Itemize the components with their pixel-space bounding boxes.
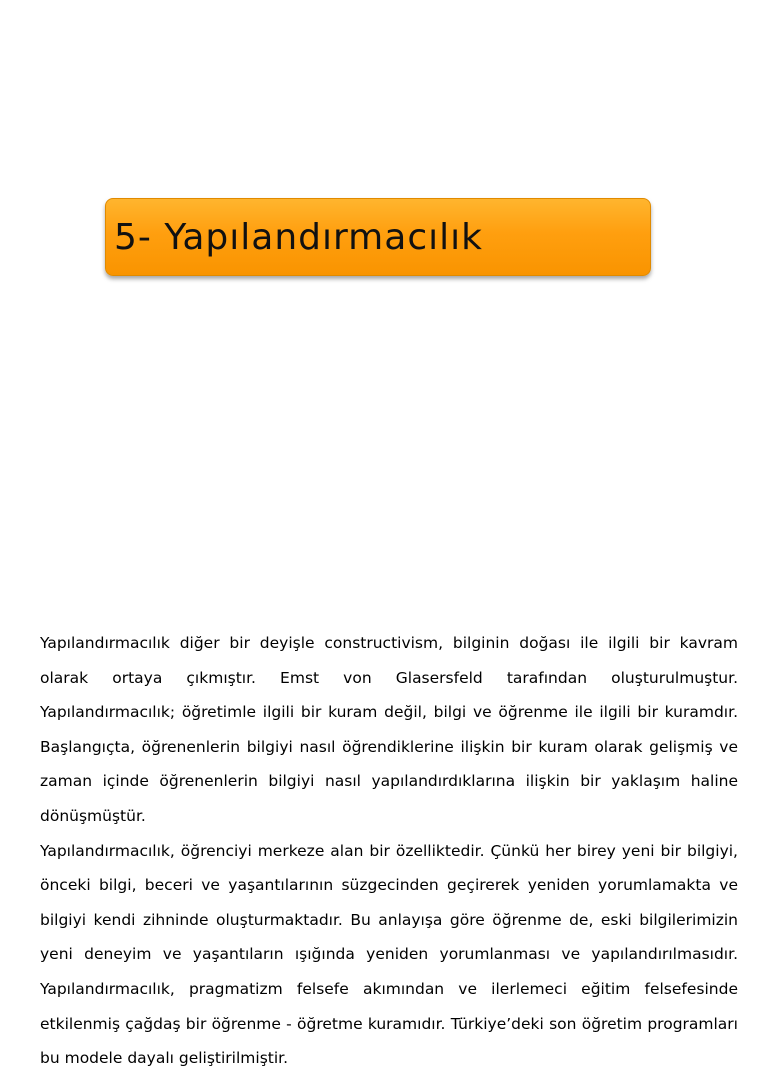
paragraph-1: Yapılandırmacılık diğer bir deyişle constructivism, bilginin doğası ile ilgili bir kavram olarak ortaya çıkmıştır. Emst von Glasersfeld tarafından oluşturulmuştur. Yapılandırmacılık; öğretimle ilgili bir kuram değil, bilgi ve öğrenme ile ilgili bir kuramdır. Başlangıçta, öğrenenlerin bilgiyi nasıl öğrendiklerine ilişkin bir kuram olarak gelişmiş ve zaman içinde öğrenenlerin bilgiyi nasıl yapılandırdıklarına ilişkin bir yaklaşım haline dönüşmüştür. (40, 634, 738, 825)
body-text (40, 626, 738, 1076)
section-title: 5- Yapılandırmacılık (114, 216, 483, 258)
title-banner (105, 198, 651, 276)
paragraph-2: Yapılandırmacılık, öğrenciyi merkeze alan bir özelliktedir. Çünkü her birey yeni bir bilgiyi, önceki bilgi, beceri ve yaşantılarının süzgecinden geçirerek yeniden yorumlamakta ve bilgiyi kendi zihninde oluşturmaktadır. Bu anlayışa göre öğrenme de, eski bilgilerimizin yeni deneyim ve yaşantıların ışığında yeniden yorumlanması ve yapılandırılmasıdır. Yapılandırmacılık, pragmatizm felsefe akımından ve ilerlemeci eğitim felsefesinde etkilenmiş çağdaş bir öğrenme - öğretme kuramıdır. Türkiye’deki son öğretim programları bu modele dayalı geliştirilmiştir. (40, 841, 738, 1068)
